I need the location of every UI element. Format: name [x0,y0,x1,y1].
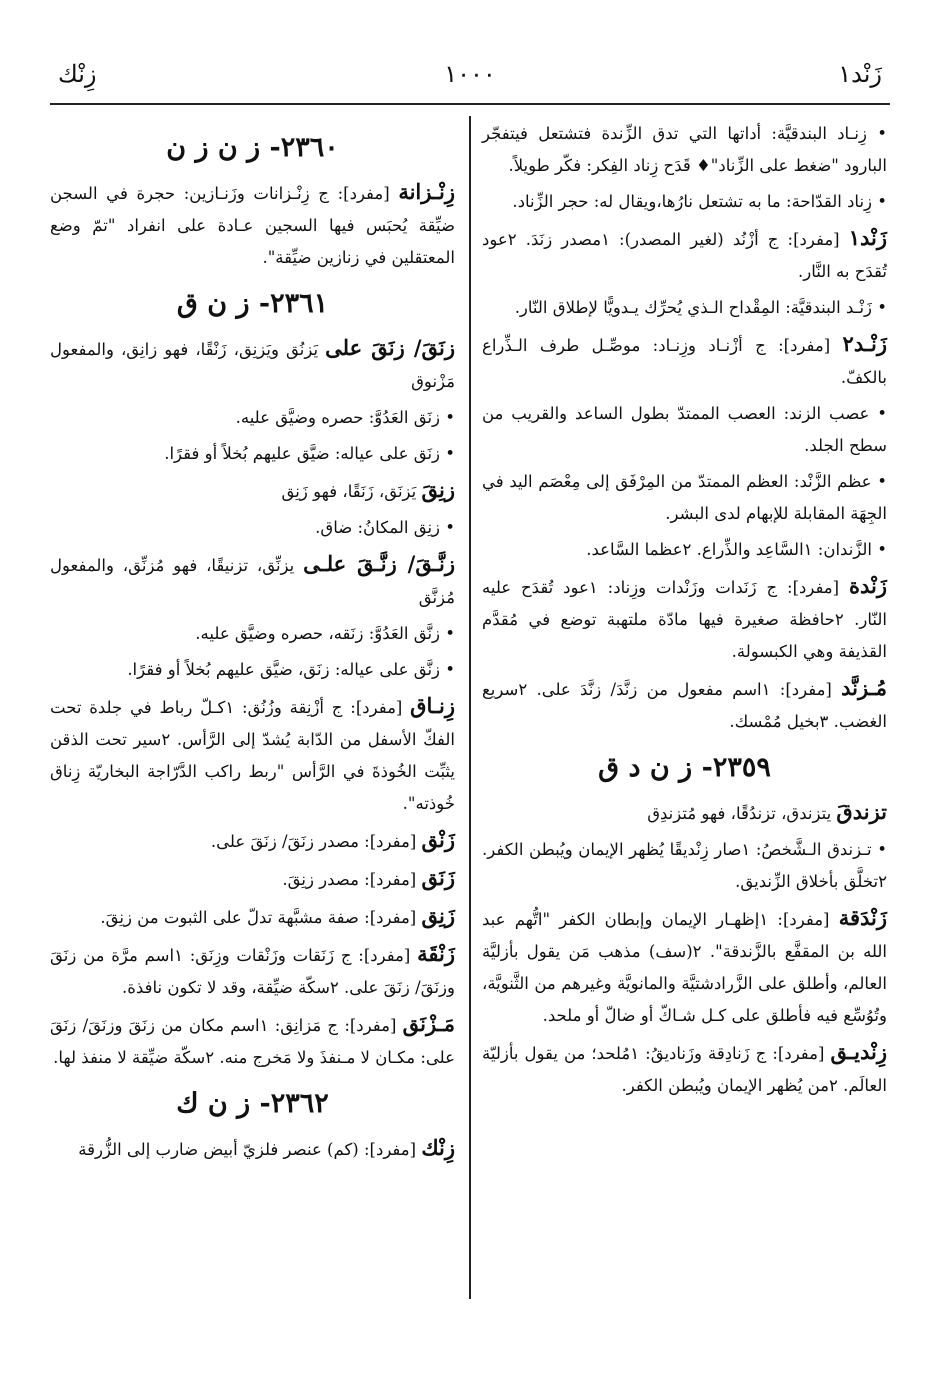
sub-entry [482,292,887,324]
sub-entry [50,438,455,470]
dictionary-entry [482,796,887,830]
dictionary-entry [50,1008,455,1074]
dictionary-entry [50,176,455,274]
headword: زَنْدَقة [838,905,888,930]
dictionary-entry [50,548,455,614]
definition-text: يَزنُق ويَزنِق، زَنْقًا، فهو زانِق، والمفعول مَزْنوق [50,340,455,391]
sub-entry [50,512,455,544]
definition-text: يزنِّق، تزنيقًا، فهو مُزنِّق، والمفعول مُزنَّق [50,556,455,607]
definition-text: • زَنْـد البندقيَّة: المِقْداح الـذي يُحرِّك يـدويًّا لإطلاق النّار. [514,298,887,317]
column-divider [469,116,471,1299]
definition-text: [مفرد]: صفة مشبَّهة تدلّ على الثبوت من زنِقَ. [100,908,422,927]
headword: زنَّـقَ/ زنَّـقَ علـى [303,551,455,576]
dictionary-entry [482,328,887,394]
dictionary-entry [482,570,887,668]
headword: زَنْد۱ [848,225,888,250]
headword: زَنْقَة [417,941,455,966]
headword: تزندقَ [836,799,887,824]
headword: زِنْـزانة [398,179,455,204]
definition-text: [مفرد]: ج زِنْـزانات وزَنـازين: حجرة في السجن ضيِّقة يُحبَس فيها السجين عـادة على انفراد "تمّ وضع المعتقلين في زنازين ضيِّقة". [50,184,455,267]
headword: زِنـاق [410,693,455,718]
header-guide-word-right: زَنْد۱ [838,60,882,88]
dictionary-entry [50,824,455,858]
section-heading: ٢٣٦٠- ز ن ز ن [166,132,339,163]
headword: مَـزْنَق [402,1011,455,1036]
definition-text: [مفرد]: ج زَنَدات وزَنْدات وزِناد: ١عود تُقدَح عليه النّار. ٢حافظة صغيرة فيها مادّة ملتهبة توضع في مُقدَّم القذيفة وهي الكبسولة. [482,578,887,661]
definition-text: • زنِق المكانُ: ضاق. [315,518,455,537]
sub-entry [50,402,455,434]
header-rule [50,103,890,105]
section-heading: ٢٣٦٢- ز ن ك [176,1088,329,1119]
headword: زِنْك [421,1135,455,1160]
dictionary-entry [50,332,455,398]
section-heading: ٢٣٥٩- ز ن د ق [598,752,771,783]
definition-text: • عظم الزَّنْد: العظم الممتدّ من المِرْفَق إلى مِعْصَم اليد في الجِهَة المقابلة للإبهام لدى البشر. [482,472,887,523]
headword: زِنْديـق [830,1039,887,1064]
definition-text: [مفرد]: ج زَنَقات وزَنْقات وزِنَق: ١اسم مرَّة من زنَقَ وزنَقَ/ زنَقَ على. ٢سكّة ضيِّقة، وقد لا تكون نافذة. [50,946,455,997]
dictionary-entry [50,690,455,820]
dictionary-entry [50,862,455,896]
sub-entry [482,534,887,566]
dictionary-entry [482,222,887,288]
sub-entry [50,618,455,650]
page-number: ١٠٠٠ [444,60,496,88]
definition-text: • الزَّندان: ١السَّاعِد والذِّراع. ٢عظما السَّاعد. [586,540,887,559]
definition-text: • تـزندق الـشَّخصُ: ١صار زِنْديقًا يُظهر الإيمان ويُبطن الكفر. ٢تخلَّق بأخلاق الزِّنديق. [482,840,887,891]
definition-text: • زنَّق العَدُوَّ: زنَقه، حصره وضيَّق عليه. [195,624,455,643]
definition-text: [مفرد]: ١إظهـار الإيمان وإبطان الكفر "اتُّهم عبد الله بن المقفَّع بالزَّندقة". ٢(سف) مذهب مَن يقول بأزليَّة العالم، وأطلق على الزَّرادشتيَّة والمانويَّة وغيرهم من الثَّنويَّة، وتُوُسِّع فيه فأطلق على كـل شـاكّ أو ضالّ أو ملحد. [482,910,888,1025]
definition-text: • زنَق العَدُوَّ: حصره وضيَّق عليه. [235,408,455,427]
definition-text: • زنَق على عياله: ضيَّق عليهم بُخلاً أو فقرًا. [164,444,455,463]
headword: زَنْـد۲ [842,331,887,356]
definition-text: يتزندق، تزندُقًا، فهو مُتزندِق [647,804,837,823]
definition-text: [مفرد]: مصدر زنَقَ/ زنَقَ على. [210,832,422,851]
definition-text: [مفرد]: ج أزْنـاد وزِنـاد: موصِّـل طرف الـذِّراع بالكفّ. [482,336,887,387]
dictionary-entry [50,938,455,1004]
dictionary-entry [50,474,455,508]
dictionary-entry [50,900,455,934]
right-column [482,118,887,1106]
headword: زَنْدة [848,573,887,598]
headword: زنِقَ [421,477,455,502]
definition-text: [مفرد]: ج زَنادِقة وزَناديقُ: ١مُلحد؛ من يقول بأزليّة العالَم. ٢من يُظهر الإيمان ويُبطن الكفر. [482,1044,887,1095]
sub-entry [482,834,887,898]
definition-text: [مفرد]: ١اسم مفعول من زنَّدَ/ زنَّدَ على. ٢سريع الغضب. ٣بخيل مُمْسك. [482,680,887,731]
sub-entry [482,118,887,182]
dictionary-entry [482,672,887,738]
definition-text: [مفرد]: ج أزْنُد (لغير المصدر): ١مصدر زنَدَ. ٢عود تُقدَح به النَّار. [482,230,887,281]
definition-text: يَزنَق، زَنَقًا، فهو زَنِق [281,482,422,501]
definition-text: [مفرد]: ج أزْنِقة وزُنُق: ١كـلّ رباط في جلدة تحت الفكّ الأسفل من الدّابة يُشدّ إلى الرَّأس. ٢سير تحت الذقن يثبِّت الخُوذةَ في الرَّأس "ربط راكب الدَّرّاجة البخاريّة زِناق خُوذته". [50,698,455,813]
page-header [50,52,890,102]
section-heading: ٢٣٦١- ز ن ق [176,288,329,319]
headword: زَنْق [421,827,455,852]
headword: زنَقَ/ زنَقَ على [325,335,456,360]
header-guide-word-left: زِنْك [58,60,97,88]
sub-entry [482,398,887,462]
definition-text: • عصب الزند: العصب الممتدّ بطول الساعد والقريب من سطح الجلد. [482,404,887,455]
headword: زَنِق [421,903,455,928]
definition-text: [مفرد]: مصدر زنِقَ. [282,870,422,889]
definition-text: • زِناد القدّاحة: ما به تشتعل نارُها،ويقال له: حجر الزِّناد. [512,192,887,211]
headword: زَنَق [421,865,455,890]
sub-entry [482,186,887,218]
definition-text: [مفرد]: ج مَزانِق: ١اسم مكان من زنَقَ وزنَقَ/ زنَقَ على: مكـان لا مـنفذَ ولا مَخرج منه. ٢سكّة ضيِّقة لا منفذ لها. [50,1016,455,1067]
dictionary-entry [482,1036,887,1102]
left-column [50,118,455,1170]
definition-text: • زِنـاد البندقيَّة: أداتها التي تدق الزِّندة فتشتعل فيتفجّر البارود "ضغط على الزِّناد"♦ قَدَح زِناد الفِكر: فكّر طويلاً. [482,124,887,175]
sub-entry [482,466,887,530]
dictionary-entry [50,1132,455,1166]
definition-text: [مفرد]: (كم) عنصر فلزيّ أبيض ضارب إلى الزُّرقة [78,1140,422,1159]
headword: مُـزنَّد [841,675,887,700]
sub-entry [50,654,455,686]
dictionary-entry [482,902,887,1032]
definition-text: • زنَّق على عياله: زنَق، ضيَّق عليهم بُخلاً أو فقرًا. [127,660,455,679]
